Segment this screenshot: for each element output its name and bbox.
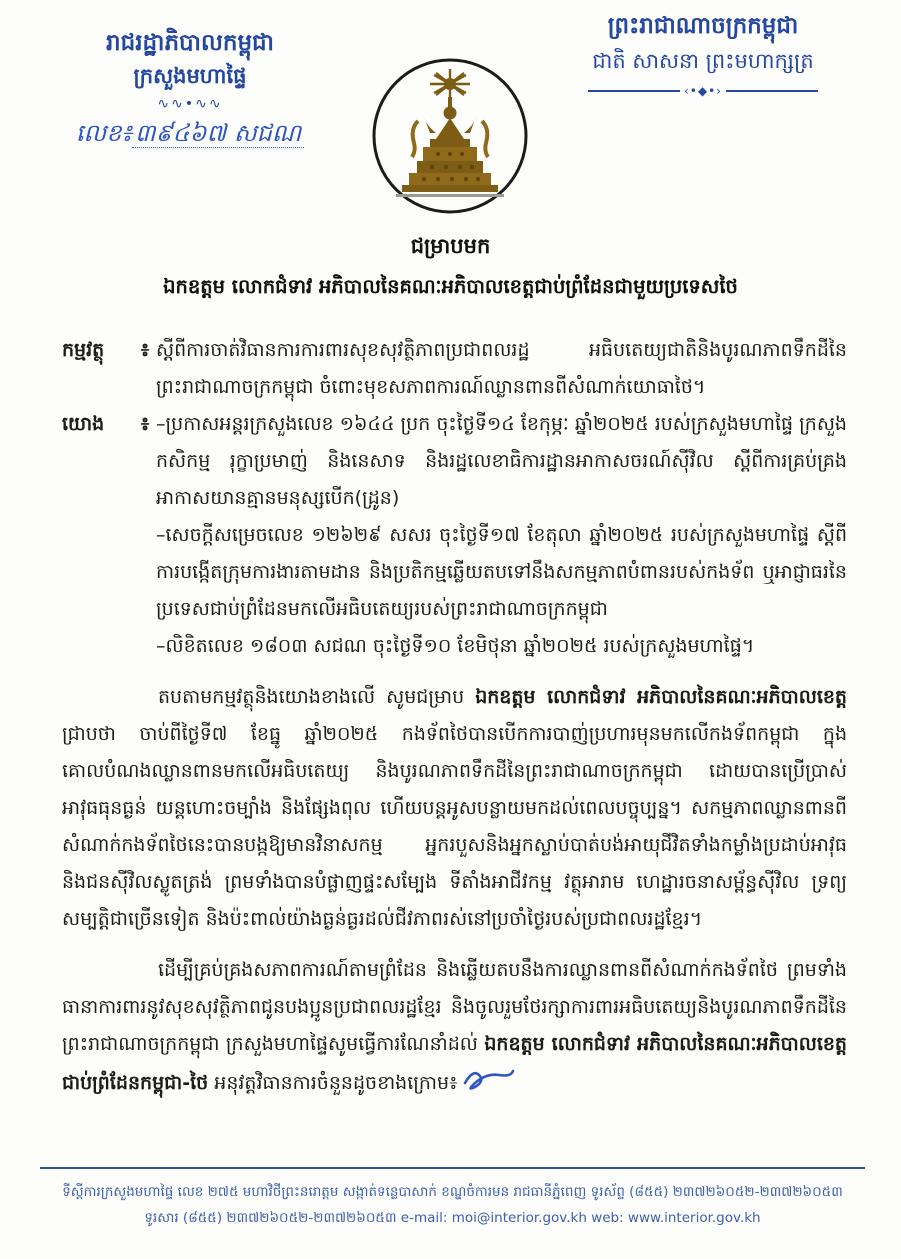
document-title: ជម្រាបមក	[410, 234, 491, 258]
subject-row	[62, 332, 847, 406]
body-paragraph-1	[62, 679, 847, 938]
kingdom-motto-block	[533, 8, 873, 98]
ornament-divider: ∿∿•∿∿	[157, 96, 223, 112]
addressee-line: ឯកឧត្តម លោកជំទាវ អភិបាលនៃគណៈអភិបាលខេត្តជាប់ព្រំដែនជាមួយប្រទេសថៃ	[163, 275, 738, 298]
number-label: លេខ៖	[75, 119, 133, 147]
reference-colon: ៖	[140, 413, 150, 435]
footer-address-line: ទីស្តីការក្រសួងមហាផ្ទៃ លេខ ២៧៥ មហាវិថីព្រះនរោត្តម សង្កាត់ទន្លេបាសាក់ ខណ្ឌចំការមន រាជធានីភ្នំពេញ ទូរស័ព្ទ (៨៥៥) ២៣៧២៦០៥២-២៣៧២៦០៥៣	[62, 1184, 843, 1200]
nation-religion-king-line: ជាតិ សាសនា ព្រះមហាក្សត្រ	[592, 48, 814, 73]
royal-government-line: រាជរដ្ឋាភិបាលកម្ពុជា	[106, 30, 274, 56]
para1-pre: តបតាមកម្មវត្ថុនិងយោងខាងលើ សូមជម្រាប	[158, 686, 476, 708]
para2-bold-addressee: ឯកឧត្តម លោកជំទាវ អភិបាលនៃគណៈអភិបាលខេត្តជាប់ព្រំដែនកម្ពុជា-ថៃ	[62, 1033, 847, 1094]
reference-item: –លិខិតលេខ ១៨០៣ សជណ ចុះថ្ងៃទី១០ ខែមិថុនា ឆ្នាំ២០២៥ របស់ក្រសួងមហាផ្ទៃ។	[156, 635, 755, 657]
divider-bar-left	[588, 90, 680, 92]
handwritten-number: ៣៩៤៦៧ សជណ	[132, 119, 304, 148]
handwritten-initial-flourish	[459, 1063, 517, 1097]
para1-bold-addressee: ឯកឧត្តម លោកជំទាវ អភិបាលនៃគណៈអភិបាលខេត្ត	[475, 686, 847, 708]
document-number-line	[55, 118, 325, 153]
subject-label: កម្មវត្ថុ	[62, 339, 105, 361]
divider-bar-right	[726, 90, 818, 92]
motto-divider	[533, 84, 873, 98]
reference-list	[156, 406, 847, 665]
subject-colon: ៖	[140, 339, 150, 361]
reference-row	[62, 406, 847, 665]
reference-item: –ប្រកាសអន្តរក្រសួងលេខ ១៦៤៤ ប្រក ចុះថ្ងៃទី១៤ ខែកុម្ភៈ ឆ្នាំ២០២៥ របស់ក្រសួងមហាផ្ទៃ ក្រសួងកសិកម្ម រុក្ខាប្រមាញ់ និងនេសាទ និងរដ្ឋលេខាធិការដ្ឋានអាកាសចរណ៍ស៊ីវិល ស្តីពីការគ្រប់គ្រងអាកាសយានគ្មានមនុស្សបើក(ដ្រូន)	[156, 413, 847, 509]
footer-contact-bar	[40, 1167, 865, 1231]
footer-contact-line: ទូរសារ (៨៥៥) ២៣៧២៦០៥២-២៣៧២៦០៥៣ e-mail: moi@interior.gov.kh web: www.interior.gov.kh	[144, 1210, 761, 1226]
para2-post: អនុវត្តវិធានការចំនួនដូចខាងក្រោម៖	[208, 1072, 458, 1094]
divider-ornament: ‹•◆•›	[684, 84, 722, 99]
kingdom-of-cambodia-line: ព្រះរាជាណាចក្រកម្ពុជា	[607, 13, 799, 39]
ministry-letterhead	[55, 26, 325, 153]
para2-pre: ដើម្បីគ្រប់គ្រងសភាពការណ៍តាមព្រំដែន និងឆ្លើយតបនឹងការឈ្លានពានពីសំណាក់កងទ័ពថៃ ព្រមទាំងធានាការពារនូវសុខសុវត្ថិភាពជូនបងប្អូនប្រជាពលរដ្ឋខ្មែរ និងចូលរួមថែរក្សាការពារអធិបតេយ្យនិងបូរណភាពទឹកដីនៃព្រះរាជាណាចក្រកម្ពុជា ក្រសួងមហាផ្ទៃសូមធ្វើការណែនាំដល់	[62, 959, 847, 1055]
ministry-of-interior-line: ក្រសួងមហាផ្ទៃ	[133, 63, 247, 88]
body-paragraph-2	[62, 952, 847, 1102]
royal-arms-seal	[366, 55, 534, 217]
letter-body	[62, 332, 847, 1102]
reference-item: –សេចក្តីសម្រេចលេខ ១២៦២៩ សសរ ចុះថ្ងៃទី១៧ ខែតុលា ឆ្នាំ២០២៥ របស់ក្រសួងមហាផ្ទៃ ស្តីពីការបង្កើតក្រុមការងារតាមដាន និងប្រតិកម្មឆ្លើយតបទៅនឹងសកម្មភាពបំពានរបស់កងទ័ព ឬអាជ្ញាធរនៃប្រទេសជាប់ព្រំដែនមកលើអធិបតេយ្យរបស់ព្រះរាជាណាចក្រកម្ពុជា	[156, 524, 847, 620]
para1-post: ជ្រាបថា ចាប់ពីថ្ងៃទី៧ ខែធ្នូ ឆ្នាំ២០២៥ កងទ័ពថៃបានបើកការបាញ់ប្រហារមុនមកលើកងទ័ពកម្ពុជា ក្នុងគោលបំណងឈ្លានពានមកលើអធិបតេយ្យ និងបូរណភាពទឹកដីនៃព្រះរាជាណាចក្រកម្ពុជា ដោយបានប្រើប្រាស់អាវុធធុនធ្ងន់ យន្តហោះចម្បាំង និងផ្សែងពុល ហើយបន្តអូសបន្លាយមកដល់ពេលបច្ចុប្បន្ន។ សកម្មភាពឈ្លានពានពីសំណាក់កងទ័ពថៃនេះបានបង្កឱ្យមានវិនាសកម្ម អ្នករបួសនិងអ្នកស្លាប់បាត់បង់អាយុជីវិតទាំងកម្លាំងប្រដាប់អាវុធ និងជនស៊ីវិលស្លូតត្រង់ ព្រមទាំងបានបំផ្លាញផ្ទះសម្បែង ទីតាំងអាជីវកម្ម វត្ថុអារាម ហេដ្ឋារចនាសម្ព័ន្ធស៊ីវិល ទ្រព្យសម្បត្តិជាច្រើនទៀត និងប៉ះពាល់យ៉ាងធ្ងន់ធ្ងរដល់ជីវភាពរស់នៅប្រចាំថ្ងៃរបស់ប្រជាពលរដ្ឋខ្មែរ។	[62, 723, 847, 930]
royal-arms-icon	[366, 55, 534, 217]
subject-text: ស្តីពីការចាត់វិធានការការពារសុខសុវត្ថិភាពប្រជាពលរដ្ឋ អធិបតេយ្យជាតិនិងបូរណភាពទឹកដីនៃព្រះរាជាណាចក្រកម្ពុជា ចំពោះមុខសភាពការណ៍ឈ្លានពានពីសំណាក់យោធាថៃ។	[156, 339, 847, 398]
reference-label: យោង	[62, 413, 105, 435]
